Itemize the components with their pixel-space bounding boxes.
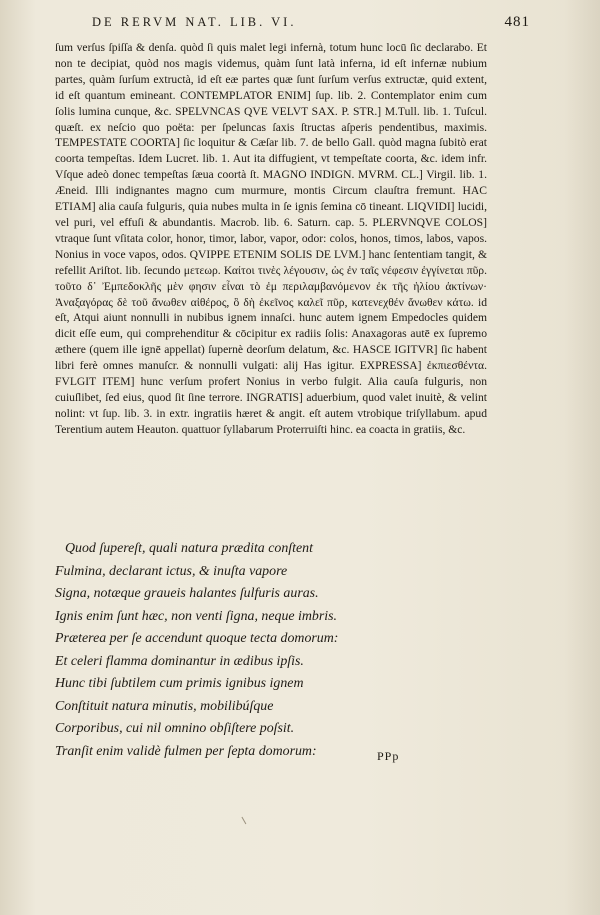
commentary-block bbox=[55, 40, 487, 438]
verse-line: Hunc tibi ſubtilem cum primis ignibus ignem bbox=[55, 676, 304, 691]
verse-line: Ignis enim ſunt hæc, non venti ſigna, neque imbris. bbox=[55, 608, 338, 624]
page-number: 481 bbox=[504, 14, 530, 30]
page-header bbox=[92, 14, 530, 31]
verse-line: Quod ſupereſt, quali natura prædita conſtent bbox=[65, 541, 313, 556]
verse-line: Præterea per ſe accendunt quoque tecta domorum: bbox=[55, 631, 339, 646]
commentary-text: ſum verſus ſpiſſa & denſa. quòd ſi quis malet legi infernà, totum hunc locū ſic declarabo. Et non te decipiat, quòd nos magis videmus, quàm ſunt latà inferna, id eſt infernæ nubium partes, quàm ſurſum extructà, id eſt eæ partes quæ ſunt ſurſum verſus extructæ, quid extent, id eſt quantum emineant. CONTEMPLATOR ENIM] ſup. lib. 2. Contemplator enim cum ſolis lumina cunque, &c. SPELVNCAS QVE VELVT SAX. P. STR.] M.Tull. lib. 1. Tuſcul. quæſt. ex neſcio quo poëta: per ſpeluncas ſaxis ſtructas aſperis pendentibus, maximis. TEMPESTATE COORTA] ſic loquitur & Cæſar lib. 7. de bello Gall. quòd magna ſubitò erat coorta tempeſtas. Idem Lucret. lib. 1. Aut ita diffugient, vt tempeſtate coorta, &c. idem infr. Vſque adeò donec tempeſtas ſæua coortà ſt. MAGNO INDIGN. MVRM. CL.] Virgil. lib. 1. Æneid. Illi indignantes magno cum murmure, montis Circum clauſtra fremunt. HAC ETIAM] alia cauſa fulguris, quia nubes multa in ſe ignis ſemina cō tineant. LIQVIDI] lucidi, vel puri, vel effuſi & abundantis. Macrob. lib. 6. Saturn. cap. 5. PLERVNQVE COLOS] vtraque ſunt vſitata color, honor, timor, labor, vapor, odor: colos, honos, timos, labos, vapos. Nonius in voce vapos, odos. QVIPPE ETENIM SOLIS DE LVM.] hanc ſententiam tangit, & refellit Ariſtot. lib. ſecundo μετεωρ. Καίτοι τινὲς λέγουσιν, ὡς ἐν ταῖς νέφεσιν ἐγγίνεται πῦρ. τοῦτο δ᾽ Ἐμπεδοκλῆς μὲν φησιν εἶναι τὸ ἐμ περιλαμβανόμενον ἐκ τῆς ἡλίου ἀκτίνων· Ἀναξαγόρας δὲ τοῦ ἄνωθεν αἰθέρος, ὃ δὴ ἐκεῖνος καλεῖ πῦρ, κατενεχθέν ἄνωθεν κάτω. id eſt, Atqui aiunt nonnulli in nubibus ignem innaſci. hunc autem ignem Empedocles quidem dicit eſſe eum, qui comprehenditur & cōcipitur ex radiis ſolis: Anaxagoras autē ex ſupremo æthere (quem ille ignē appellat) ſupernè deorſum delatum, &c. HASCE IGITVR] ſic habent libri ferè omnes manuſcr. & nonnulli vulgati: alij Has igitur. EXPRESSA] ἐκπιεσθέντα. FVLGIT ITEM] hunc verſum profert Nonius in verbo fulgit. Alia cauſa fulguris, non cuiuſlibet, ſed eius, quod ſit ſine terrore. INGRATIS] aduerbium, quod valet inuitè, & velint nolint: vt ſup. lib. 3. in extr. ingratiis hæret & angit. eſt autem vtrobique triſyllabum. apud Terentium autem Heauton. quattuor ſyllabarum Proterruiſti hinc. ea coacta in gratiis, &c. bbox=[55, 41, 487, 436]
signature-mark: PPp bbox=[377, 749, 400, 763]
verse-block bbox=[55, 538, 485, 763]
verse-line: Signa, notæque graueis halantes ſulfuris auras. bbox=[55, 586, 319, 601]
running-head: DE RERVM NAT. LIB. VI. bbox=[92, 15, 297, 29]
verse-line: Corporibus, cui nil omnino obſiſtere poſsit. bbox=[55, 721, 295, 736]
verse-line: Et celeri flamma dominantur in ædibus ipſis. bbox=[55, 653, 304, 669]
page-edge-shadow bbox=[564, 0, 600, 915]
verse-line: Tranſit enim validè fulmen per ſepta domorum: bbox=[55, 743, 317, 759]
verse-line: Fulmina, declarant ictus, & inuſta vapore bbox=[55, 563, 288, 579]
verse-line: Conſtituit natura minutis, mobilibúſque bbox=[55, 698, 274, 714]
paper-crease bbox=[241, 814, 251, 824]
